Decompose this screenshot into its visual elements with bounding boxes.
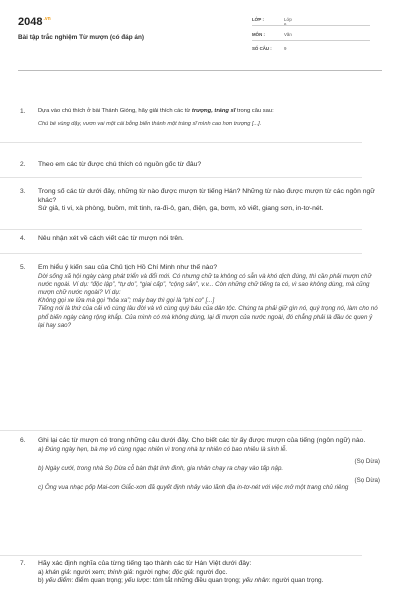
question-body bbox=[38, 108, 380, 129]
logo-suffix: .vn bbox=[43, 16, 51, 22]
example-a-text: khán giả: người xem; thính giả: người nghe; độc giả: người đọc. bbox=[45, 568, 228, 576]
quote-paragraph: Không gọi xe lửa mà gọi “hỏa xa”; máy bay thì gọi là “phi cơ” [...] bbox=[38, 297, 215, 305]
meta-label: LỚP : bbox=[252, 17, 264, 22]
example-a bbox=[38, 569, 380, 577]
question-body bbox=[38, 560, 380, 585]
meta-value: Lớp 6 bbox=[284, 17, 292, 27]
question-separator bbox=[0, 253, 362, 254]
question-body bbox=[38, 437, 380, 492]
example-b bbox=[38, 577, 380, 585]
question-body bbox=[38, 264, 380, 330]
example-label: a) bbox=[38, 568, 46, 576]
meta-divider bbox=[252, 40, 370, 41]
meta-value: 9 bbox=[284, 46, 287, 51]
question-number: 5. bbox=[20, 264, 26, 271]
question-text-part: Dựa vào chú thích ở bài Thánh Gióng, hãy giải thích các từ bbox=[38, 108, 192, 114]
question-text: Em hiểu ý kiến sau của Chủ tịch Hồ Chí Minh như thế nào? bbox=[38, 264, 218, 271]
question-number: 2. bbox=[20, 161, 26, 168]
logo-text: 2048 bbox=[18, 16, 43, 28]
document-title: Bài tập trắc nghiệm Từ mượn (có đáp án) bbox=[18, 34, 145, 41]
question-number: 7. bbox=[20, 560, 26, 567]
meta-divider bbox=[252, 25, 370, 26]
example-c: c) Ông vua nhạc pốp Mai-cơn Giắc-xơn đã quyết định nhảy vào lãnh địa in-tơ-nét với việc mở một trang chủ riêng bbox=[38, 483, 349, 491]
question-quote: Chú bé vùng dậy, vươn vai một cái bỗng biến thành một tráng sĩ mình cao hơn trượng [...]. bbox=[38, 121, 262, 127]
question-keyword: trượng, tráng sĩ bbox=[191, 108, 236, 114]
document-header bbox=[0, 0, 400, 68]
question-word-list: Sứ giả, ti vi, xà phòng, buồm, mít tinh, ra-đi-ô, gan, điện, ga, bơm, xô viết, giang sơn, in-tơ-nét. bbox=[38, 205, 324, 212]
meta-label: SỐ CÂU : bbox=[252, 46, 272, 51]
header-divider bbox=[18, 70, 382, 71]
question-separator bbox=[0, 229, 362, 230]
example-b-text: yếu điểm: điểm quan trọng; yếu lược: tóm tắt những điều quan trọng; yếu nhân: người quan trọng. bbox=[45, 576, 324, 584]
quote-paragraph: Dời sống xã hội ngày càng phát triển và đổi mới. Có nhưng chữ ta không có sẵn và khó dịch đúng, thì cần phải mượn chữ nước ngoài. Ví dụ: “độc lập”, “tự do”, “giai cấp”, “cộng sản”, v.v... Còn những chữ tiếng ta có, vì sao không dùng, mà cũng mượn chữ nước ngoài? Ví dụ: bbox=[38, 272, 372, 296]
example-label: b) bbox=[38, 576, 46, 584]
question-separator bbox=[0, 177, 362, 178]
question-text: Theo em các từ được chú thích có nguồn gốc từ đâu? bbox=[38, 161, 202, 168]
question-text: Hãy xác định nghĩa của từng tiếng tạo thành các từ Hán Việt dưới đây: bbox=[38, 560, 252, 567]
question-separator bbox=[0, 430, 362, 431]
question-body bbox=[38, 235, 380, 244]
site-logo[interactable] bbox=[18, 16, 51, 28]
question-text: Nêu nhận xét về cách viết các từ mượn nói trên. bbox=[38, 235, 184, 242]
question-separator bbox=[0, 142, 362, 143]
question-number: 3. bbox=[20, 188, 26, 195]
example-source: (Sọ Dừa) bbox=[354, 476, 380, 484]
quote-paragraph: Tiếng nói là thứ của cải vô cùng lâu đời và vô cùng quý báu của dân tộc. Chúng ta phải giữ gìn nó, quý trọng nó, làm cho nó phổ biến ngày càng rộng khắp. Của mình có mà không dùng, lại đi mượn của nước ngoài, đó chẳng phải là đầu óc quen ỷ lại hay sao? bbox=[38, 305, 378, 329]
question-number: 6. bbox=[20, 437, 26, 444]
question-text bbox=[38, 108, 380, 115]
question-number: 1. bbox=[20, 108, 26, 115]
question-body bbox=[38, 161, 380, 170]
question-text: Trong số các từ dưới đây, những từ nào được mượn từ tiếng Hán? Những từ nào được mượn từ các ngôn ngữ khác? bbox=[38, 188, 375, 204]
question-body bbox=[38, 188, 380, 214]
question-text: Ghi lại các từ mượn có trong những câu dưới đây. Cho biết các từ ấy được mượn của tiếng (ngôn ngữ) nào. bbox=[38, 437, 366, 444]
question-number: 4. bbox=[20, 235, 26, 242]
example-b: b) Ngày cưới, trong nhà Sọ Dừa cỗ bàn thật linh đình, gia nhân chạy ra chạy vào tấp nập. bbox=[38, 464, 284, 472]
meta-label: MÔN : bbox=[252, 32, 265, 37]
example-a: a) Đúng ngày hẹn, bà mẹ vô cùng ngạc nhiên vì trong nhà tự nhiên có bao nhiêu là sính lễ. bbox=[38, 445, 288, 453]
question-separator bbox=[0, 555, 362, 556]
question-text-part: trong câu sau: bbox=[235, 108, 274, 114]
meta-value: Văn bbox=[284, 32, 292, 37]
example-source: (Sọ Dừa) bbox=[354, 457, 380, 465]
